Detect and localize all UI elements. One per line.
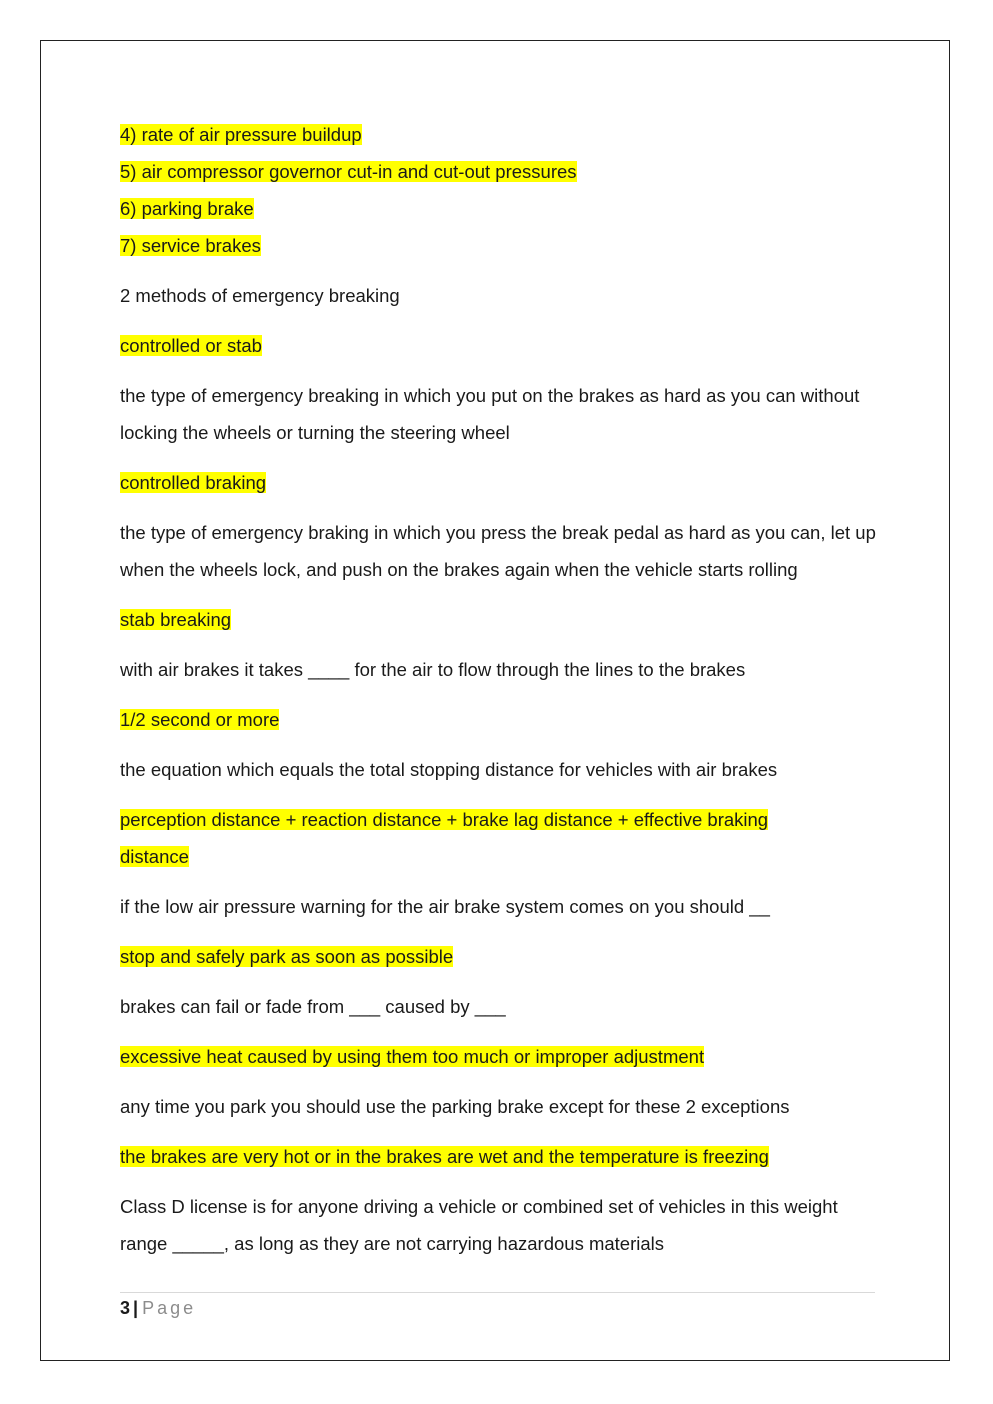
list-item: 5) air compressor governor cut-in and cut-out pressures xyxy=(120,161,577,182)
answer-text: controlled braking xyxy=(120,472,267,493)
question-text: any time you park you should use the parking brake except for these 2 exceptions xyxy=(120,1096,790,1117)
question-text: the equation which equals the total stopping distance for vehicles with air brakes xyxy=(120,759,778,780)
question-text: Class D license is for anyone driving a vehicle or combined set of vehicles in this weight range _____, as long as they are not carrying hazardous materials xyxy=(120,1196,838,1254)
question-text: the type of emergency braking in which you press the break pedal as hard as you can, let up when the wheels lock, and push on the brakes again when the vehicle starts rolling xyxy=(120,522,876,580)
list-item: 7) service brakes xyxy=(120,235,261,256)
page-footer xyxy=(120,1296,196,1320)
page-number: 3 xyxy=(120,1298,131,1318)
list-item: 4) rate of air pressure buildup xyxy=(120,124,362,145)
list-item: 6) parking brake xyxy=(120,198,254,219)
question-text: brakes can fail or fade from ___ caused by ___ xyxy=(120,996,506,1017)
answer-text: stab breaking xyxy=(120,609,232,630)
question-text: with air brakes it takes ____ for the air to flow through the lines to the brakes xyxy=(120,659,746,680)
page-label: Page xyxy=(142,1298,197,1318)
answer-text: perception distance + reaction distance + brake lag distance + effective braking distance xyxy=(120,809,769,867)
document-body xyxy=(120,116,880,1275)
answer-text: excessive heat caused by using them too much or improper adjustment xyxy=(120,1046,705,1067)
question-text: the type of emergency breaking in which you put on the brakes as hard as you can without locking the wheels or turning the steering wheel xyxy=(120,385,860,443)
question-text: 2 methods of emergency breaking xyxy=(120,285,400,306)
footer-separator: | xyxy=(133,1298,139,1318)
answer-text: 1/2 second or more xyxy=(120,709,280,730)
answer-text: stop and safely park as soon as possible xyxy=(120,946,454,967)
question-text: if the low air pressure warning for the air brake system comes on you should __ xyxy=(120,896,770,917)
answer-text: controlled or stab xyxy=(120,335,262,356)
answer-text: the brakes are very hot or in the brakes are wet and the temperature is freezing xyxy=(120,1146,769,1167)
footer-divider xyxy=(120,1292,875,1293)
